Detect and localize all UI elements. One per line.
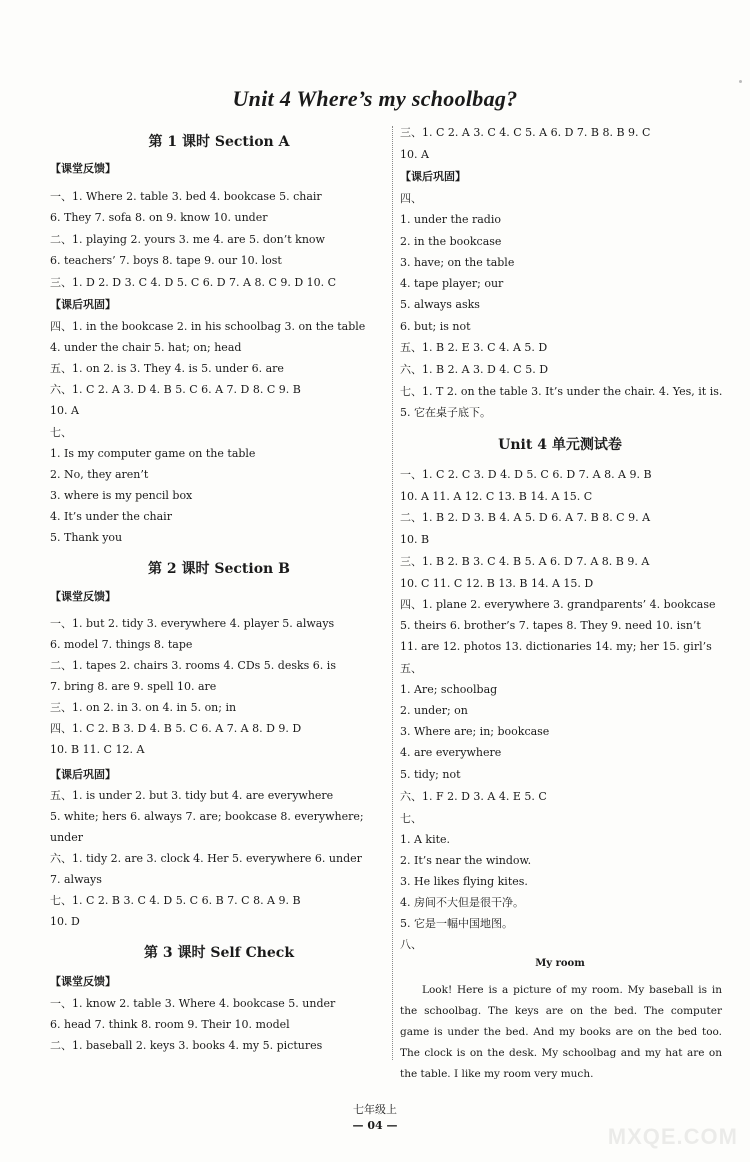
answer-line: 六、1. B 2. A 3. D 4. C 5. D (400, 363, 549, 376)
subsection-label: 【课堂反馈】 (50, 590, 116, 603)
answer-line: 10. A (400, 148, 429, 161)
answer-line: 五、1. B 2. E 3. C 4. A 5. D (400, 341, 548, 354)
answer-line: 10. A 11. A 12. C 13. B 14. A 15. C (400, 490, 593, 503)
answer-line: 七、1. T 2. on the table 3. It’s under the chair. 4. Yes, it is. (400, 385, 723, 398)
answer-line: 5. always asks (400, 298, 480, 311)
section-heading: Unit 4 单元测试卷 (498, 437, 622, 453)
answer-line: 4. 房间不大但是很干净。 (400, 896, 524, 909)
answer-line: 一、1. know 2. table 3. Where 4. bookcase 5. under (50, 997, 336, 1010)
subsection-label: 【课后巩固】 (50, 768, 116, 781)
answer-line: 3. He likes flying kites. (400, 875, 528, 888)
answer-line: 6. They 7. sofa 8. on 9. know 10. under (50, 211, 268, 224)
answer-line: 3. where is my pencil box (50, 489, 193, 502)
section-heading: 第 1 课时 Section A (148, 134, 290, 150)
answer-line: 2. It’s near the window. (400, 854, 532, 867)
answer-line: 5. 它在桌子底下。 (400, 406, 491, 419)
column-divider (392, 126, 393, 1060)
answer-line: 6. teachers’ 7. boys 8. tape 9. our 10. lost (50, 254, 282, 267)
answer-line: 四、1. in the bookcase 2. in his schoolbag 3. on the table (50, 320, 366, 333)
answer-line: 四、 (400, 192, 422, 205)
answer-line: 10. C 11. C 12. B 13. B 14. A 15. D (400, 577, 594, 590)
answer-line: 7. bring 8. are 9. spell 10. are (50, 680, 217, 693)
answer-line: 六、1. C 2. A 3. D 4. B 5. C 6. A 7. D 8. C 9. B (50, 383, 301, 396)
answer-line: 三、1. on 2. in 3. on 4. in 5. on; in (50, 701, 237, 714)
answer-line: 八、 (400, 938, 422, 951)
answer-line: 6. model 7. things 8. tape (50, 638, 193, 651)
answer-line: 4. tape player; our (400, 277, 504, 290)
answer-line: 二、1. tapes 2. chairs 3. rooms 4. CDs 5. desks 6. is (50, 659, 336, 672)
essay-paragraph: Look! Here is a picture of my room. My baseball is in the schoolbag. The keys are on the bed. The computer game is under the bed. And my books are on the bed too. The clock is on the desk. My schoolbag and my hat are on the table. I like my room very much. (400, 984, 722, 1080)
answer-line: 五、1. is under 2. but 3. tidy but 4. are everywhere (50, 789, 334, 802)
answer-line: 4. under the chair 5. hat; on; head (50, 341, 242, 354)
answer-line: 2. under; on (400, 704, 468, 717)
subsection-label: 【课堂反馈】 (50, 162, 116, 175)
answer-line: 10. B 11. C 12. A (50, 743, 145, 756)
answer-line: 五、 (400, 662, 422, 675)
subsection-label: 【课堂反馈】 (50, 975, 116, 988)
answer-line: 七、1. C 2. B 3. C 4. D 5. C 6. B 7. C 8. A 9. B (50, 894, 301, 907)
answer-line: 六、1. tidy 2. are 3. clock 4. Her 5. everywhere 6. under (50, 852, 362, 865)
answer-line: 三、1. C 2. A 3. C 4. C 5. A 6. D 7. B 8. B 9. C (400, 126, 651, 139)
answer-line: 5. 它是一幅中国地图。 (400, 917, 513, 930)
answer-line: 4. are everywhere (400, 746, 502, 759)
unit-title: Unit 4 Where’s my schoolbag? (232, 86, 518, 111)
grade-label: 七年级上 (353, 1103, 397, 1116)
answer-line: 5. Thank you (50, 531, 123, 544)
page-number: — 04 — (352, 1119, 398, 1132)
answer-line: 二、1. baseball 2. keys 3. books 4. my 5. pictures (50, 1039, 323, 1052)
answer-line: 5. theirs 6. brother’s 7. tapes 8. They 9. need 10. isn’t (400, 619, 701, 632)
answer-line: 五、1. on 2. is 3. They 4. is 5. under 6. are (50, 362, 284, 375)
answer-line: 6. but; is not (400, 320, 471, 333)
answer-line: 11. are 12. photos 13. dictionaries 14. my; her 15. girl’s (400, 640, 712, 653)
answer-line: 1. Is my computer game on the table (50, 447, 256, 460)
corner-dot (739, 80, 742, 83)
subsection-label: 【课后巩固】 (50, 298, 116, 311)
answer-line: 1. A kite. (400, 833, 451, 846)
subsection-label: 【课后巩固】 (400, 170, 466, 183)
answer-line: 3. Where are; in; bookcase (400, 725, 550, 738)
section-heading: 第 2 课时 Section B (148, 561, 290, 577)
section-heading: 第 3 课时 Self Check (143, 945, 295, 961)
answer-line: 2. in the bookcase (400, 235, 502, 248)
answer-line: 7. always (50, 873, 102, 886)
answer-line: 七、 (50, 426, 72, 439)
answer-line: 6. head 7. think 8. room 9. Their 10. model (50, 1018, 290, 1031)
answer-line: 10. B (400, 533, 430, 546)
answer-line: 二、1. B 2. D 3. B 4. A 5. D 6. A 7. B 8. C 9. A (400, 511, 651, 524)
essay-title: My room (535, 958, 585, 969)
answer-line: 四、1. C 2. B 3. D 4. B 5. C 6. A 7. A 8. D 9. D (50, 722, 302, 735)
answer-line: 1. Are; schoolbag (400, 683, 498, 696)
answer-line: 一、1. Where 2. table 3. bed 4. bookcase 5. chair (50, 190, 322, 203)
answer-line: 三、1. D 2. D 3. C 4. D 5. C 6. D 7. A 8. C 9. D 10. C (50, 276, 337, 289)
answer-line: 5. white; hers 6. always 7. are; bookcase 8. everywhere; (50, 810, 364, 823)
answer-line: under (50, 831, 83, 844)
answer-line: 六、1. F 2. D 3. A 4. E 5. C (400, 790, 547, 803)
answer-line: 一、1. but 2. tidy 3. everywhere 4. player 5. always (50, 617, 335, 630)
answer-line: 二、1. playing 2. yours 3. me 4. are 5. don’t know (50, 233, 325, 246)
answer-line: 一、1. C 2. C 3. D 4. D 5. C 6. D 7. A 8. A 9. B (400, 468, 652, 481)
answer-line: 10. D (50, 915, 80, 928)
watermark: MXQE.COM (607, 1124, 738, 1149)
answer-line: 七、 (400, 812, 422, 825)
answer-line: 3. have; on the table (400, 256, 515, 269)
answer-line: 2. No, they aren’t (50, 468, 149, 481)
answer-line: 10. A (50, 404, 79, 417)
answer-line: 四、1. plane 2. everywhere 3. grandparents’ 4. bookcase (400, 598, 716, 611)
answer-line: 三、1. B 2. B 3. C 4. B 5. A 6. D 7. A 8. B 9. A (400, 555, 650, 568)
answer-line: 4. It’s under the chair (50, 510, 172, 523)
answer-line: 5. tidy; not (400, 768, 461, 781)
answer-line: 1. under the radio (400, 213, 501, 226)
